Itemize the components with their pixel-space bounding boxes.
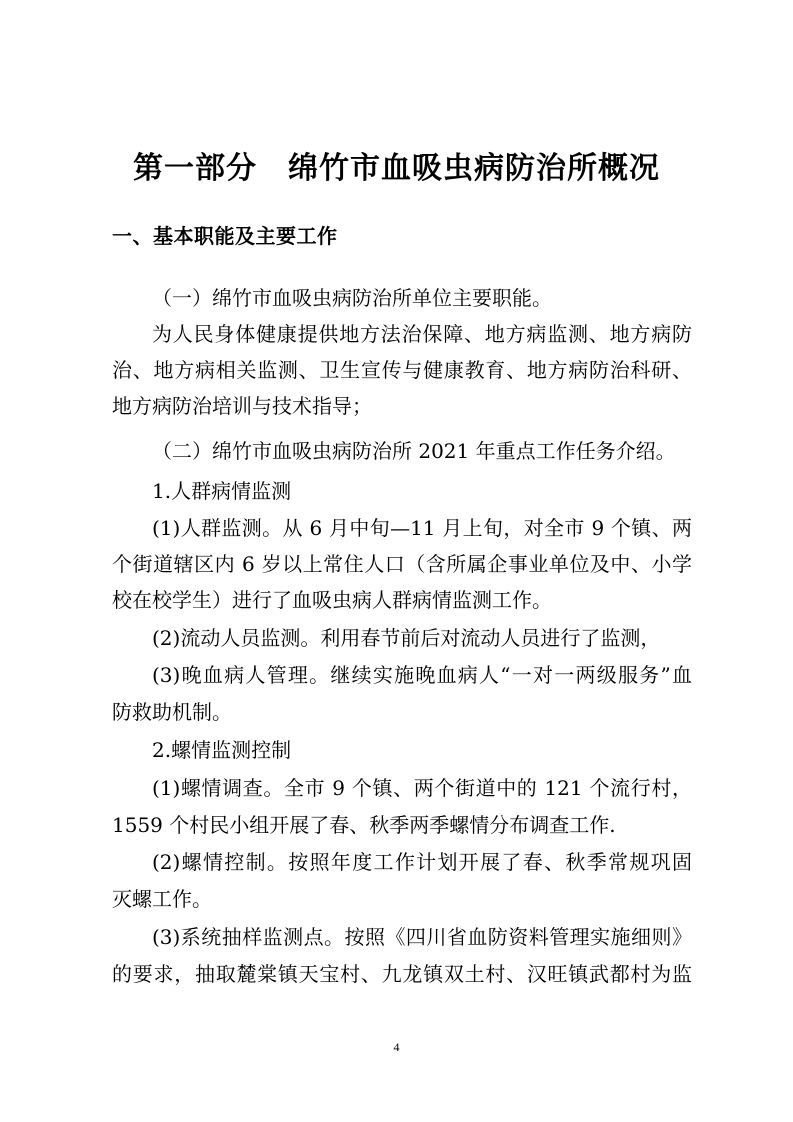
paragraph-line: 个街道辖区内 6 岁以上常住人口（含所属企事业单位及中、小学	[112, 552, 692, 576]
paragraph-line: 1559 个村民小组开展了春、秋季两季螺情分布调查工作.	[112, 813, 616, 837]
paragraph-line: (2)螺情控制。按照年度工作计划开展了春、秋季常规巩固	[152, 850, 692, 874]
page-title: 第一部分 绵竹市血吸虫病防治所概况	[133, 151, 660, 186]
paragraph-line: (1)人群监测。从 6 月中旬—11 月上旬，对全市 9 个镇、两	[152, 516, 692, 540]
paragraph-line: 治、地方病相关监测、卫生宣传与健康教育、地方病防治科研、	[112, 358, 692, 382]
paragraph-line: 校在校学生）进行了血吸虫病人群病情监测工作。	[112, 588, 552, 612]
page-number: 4	[393, 1040, 400, 1054]
paragraph-line: (3)系统抽样监测点。按照《四川省血防资料管理实施细则》	[152, 925, 692, 949]
subsection-heading: 1.人群病情监测	[152, 479, 292, 503]
paragraph-line: (1)螺情调查。全市 9 个镇、两个街道中的 121 个流行村，	[152, 776, 692, 800]
paragraph-line: 为人民身体健康提供地方法治保障、地方病监测、地方病防	[152, 322, 692, 346]
paragraph-line: 灭螺工作。	[112, 887, 212, 911]
subsection-heading: 2.螺情监测控制	[152, 738, 292, 762]
paragraph-line: (3)晚血病人管理。继续实施晚血病人“一对一两级服务”血	[152, 663, 692, 687]
paragraph-line: 的要求，抽取麓棠镇天宝村、九龙镇双土村、汉旺镇武都村为监	[112, 962, 692, 986]
paragraph-line: 地方病防治培训与技术指导；	[112, 394, 372, 418]
paragraph-heading-2: （二）绵竹市血吸虫病防治所 2021 年重点工作任务介绍。	[152, 439, 676, 463]
paragraph-line: (2)流动人员监测。利用春节前后对流动人员进行了监测，	[152, 626, 661, 650]
section-heading: 一、基本职能及主要工作	[112, 224, 338, 248]
paragraph-heading-1: （一）绵竹市血吸虫病防治所单位主要职能。	[152, 286, 552, 310]
paragraph-line: 防救助机制。	[112, 700, 232, 724]
